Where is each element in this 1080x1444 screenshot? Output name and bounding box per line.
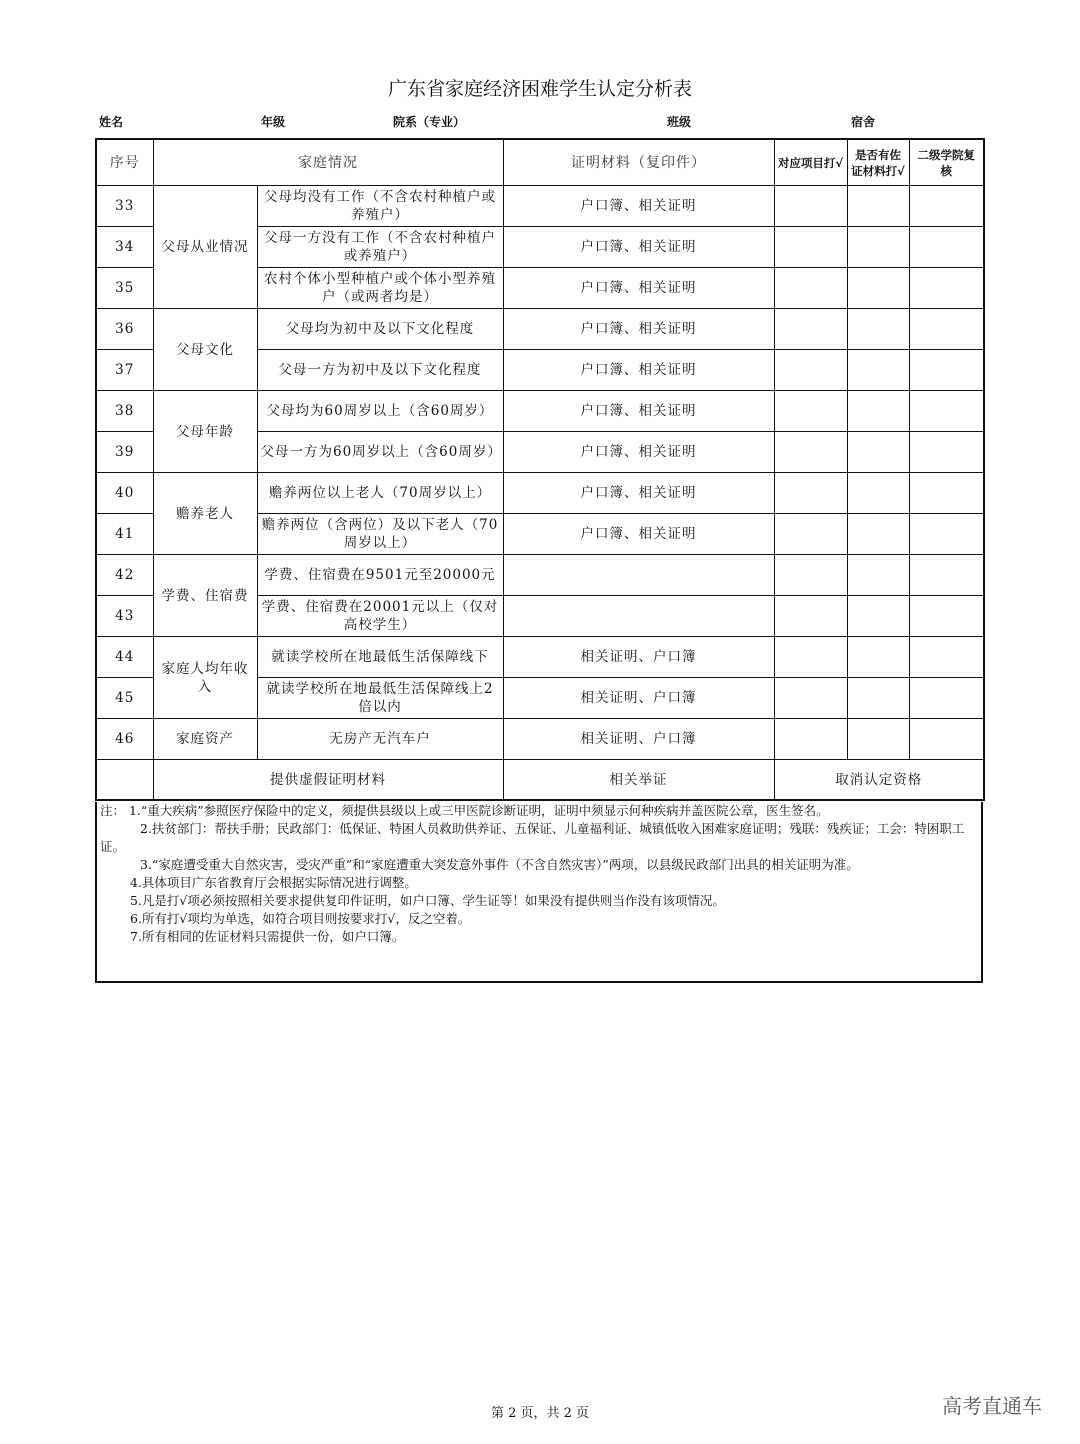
row-number: 39 (96, 432, 153, 473)
situation-item: 无房产无汽车户 (257, 719, 503, 760)
material-cell[interactable] (847, 678, 909, 719)
review-cell[interactable] (909, 678, 984, 719)
proof-material: 户口簿、相关证明 (503, 268, 774, 309)
material-cell[interactable] (847, 350, 909, 391)
proof-material: 户口簿、相关证明 (503, 186, 774, 227)
row-number: 42 (96, 555, 153, 596)
table-row (96, 309, 984, 350)
table-row (96, 719, 984, 760)
header-situation: 家庭情况 (153, 139, 503, 186)
review-cell[interactable] (909, 473, 984, 514)
row-number: 41 (96, 514, 153, 555)
proof-material: 户口簿、相关证明 (503, 309, 774, 350)
name-label: 姓名 (99, 115, 124, 129)
table-row (96, 555, 984, 596)
notes (95, 802, 983, 983)
table-row (96, 186, 984, 227)
proof-material (503, 596, 774, 637)
proof-material: 相关证明、户口簿 (503, 678, 774, 719)
proof-material: 户口簿、相关证明 (503, 473, 774, 514)
header-row (96, 139, 984, 186)
situation-item: 学费、住宿费在9501元至20000元 (257, 555, 503, 596)
table-row (96, 391, 984, 432)
review-cell[interactable] (909, 227, 984, 268)
header-material: 是否有佐证材料打√ (847, 139, 909, 186)
material-cell[interactable] (847, 268, 909, 309)
material-cell[interactable] (847, 514, 909, 555)
check-cell[interactable] (774, 719, 847, 760)
review-cell[interactable] (909, 719, 984, 760)
proof-material: 户口簿、相关证明 (503, 350, 774, 391)
dept-label: 院系（专业） (393, 115, 466, 129)
proof-material: 户口簿、相关证明 (503, 391, 774, 432)
row-number: 33 (96, 186, 153, 227)
row-number: 34 (96, 227, 153, 268)
situation-item: 赡养两位以上老人（70周岁以上） (257, 473, 503, 514)
row-number (96, 760, 153, 801)
proof-material: 相关举证 (503, 760, 774, 801)
note-6: 6.所有打√项均为单选，如符合项目则按要求打√，反之空着。 (130, 911, 471, 926)
category-label: 父母年龄 (153, 391, 257, 473)
situation-item: 父母一方为初中及以下文化程度 (257, 350, 503, 391)
note-4: 4.具体项目广东省教育厅会根据实际情况进行调整。 (130, 875, 417, 890)
category-label: 赡养老人 (153, 473, 257, 555)
check-cell[interactable] (774, 309, 847, 350)
material-cell[interactable] (847, 309, 909, 350)
material-cell[interactable] (847, 637, 909, 678)
result-cell: 取消认定资格 (774, 760, 984, 801)
review-cell[interactable] (909, 637, 984, 678)
check-cell[interactable] (774, 268, 847, 309)
review-cell[interactable] (909, 186, 984, 227)
review-cell[interactable] (909, 555, 984, 596)
page-number: 第 2 页，共 2 页 (490, 1406, 590, 1421)
category-label: 学费、住宿费 (153, 555, 257, 637)
proof-material: 户口簿、相关证明 (503, 432, 774, 473)
check-cell[interactable] (774, 186, 847, 227)
proof-material: 户口簿、相关证明 (503, 514, 774, 555)
situation-item: 提供虚假证明材料 (153, 760, 503, 801)
material-cell[interactable] (847, 391, 909, 432)
review-cell[interactable] (909, 514, 984, 555)
situation-item: 父母一方为60周岁以上（含60周岁） (257, 432, 503, 473)
material-cell[interactable] (847, 186, 909, 227)
situation-item: 父母一方没有工作（不含农村种植户或养殖户） (257, 227, 503, 268)
review-cell[interactable] (909, 350, 984, 391)
proof-material: 相关证明、户口簿 (503, 637, 774, 678)
material-cell[interactable] (847, 555, 909, 596)
situation-item: 赡养两位（含两位）及以下老人（70周岁以上） (257, 514, 503, 555)
analysis-table (95, 138, 985, 801)
row-number: 44 (96, 637, 153, 678)
check-cell[interactable] (774, 637, 847, 678)
situation-item: 学费、住宿费在20001元以上（仅对高校学生） (257, 596, 503, 637)
row-number: 36 (96, 309, 153, 350)
header-proof: 证明材料（复印件） (503, 139, 774, 186)
row-number: 35 (96, 268, 153, 309)
header-review: 二级学院复核 (909, 139, 984, 186)
review-cell[interactable] (909, 596, 984, 637)
false-material-row (96, 760, 984, 801)
row-number: 45 (96, 678, 153, 719)
row-number: 38 (96, 391, 153, 432)
situation-item: 父母均为60周岁以上（含60周岁） (257, 391, 503, 432)
header-no: 序号 (96, 139, 153, 186)
check-cell[interactable] (774, 473, 847, 514)
table-row (96, 637, 984, 678)
material-cell[interactable] (847, 596, 909, 637)
category-label: 父母文化 (153, 309, 257, 391)
note-2: 2.扶贫部门：帮扶手册；民政部门：低保证、特困人员救助供养证、五保证、儿童福利证、城镇低收入困难家庭证明；残联：残疾证；工会：特困职工证。 (100, 821, 965, 854)
proof-material: 相关证明、户口簿 (503, 719, 774, 760)
situation-item: 农村个体小型种植户或个体小型养殖户（或两者均是） (257, 268, 503, 309)
material-cell[interactable] (847, 719, 909, 760)
table-row (96, 473, 984, 514)
check-cell[interactable] (774, 678, 847, 719)
note-3: 3.“家庭遭受重大自然灾害，受灾严重”和“家庭遭重大突发意外事件（不含自然灾害）”两项，以县级民政部门出具的相关证明为准。 (140, 857, 859, 872)
material-cell[interactable] (847, 432, 909, 473)
note-7: 7.所有相同的佐证材料只需提供一份，如户口簿。 (130, 929, 405, 944)
page-title: 广东省家庭经济困难学生认定分析表 (387, 78, 692, 100)
check-cell[interactable] (774, 350, 847, 391)
proof-material (503, 555, 774, 596)
class-label: 班级 (667, 115, 692, 129)
situation-item: 父母均为初中及以下文化程度 (257, 309, 503, 350)
category-label: 家庭资产 (153, 719, 257, 760)
grade-label: 年级 (261, 115, 286, 129)
row-number: 40 (96, 473, 153, 514)
material-cell[interactable] (847, 227, 909, 268)
review-cell[interactable] (909, 391, 984, 432)
row-number: 43 (96, 596, 153, 637)
row-number: 37 (96, 350, 153, 391)
review-cell[interactable] (909, 309, 984, 350)
category-label: 父母从业情况 (153, 186, 257, 309)
category-label: 家庭人均年收入 (153, 637, 257, 719)
header-check: 对应项目打√ (774, 139, 847, 186)
proof-material: 户口簿、相关证明 (503, 227, 774, 268)
note-1: 注： 1.“重大疾病”参照医疗保险中的定义，须提供县级以上或三甲医院诊断证明，证明中须显示何种疾病并盖医院公章，医生签名。 (100, 803, 829, 818)
check-cell[interactable] (774, 391, 847, 432)
situation-item: 就读学校所在地最低生活保障线上2倍以内 (257, 678, 503, 719)
situation-item: 父母均没有工作（不含农村种植户或养殖户） (257, 186, 503, 227)
review-cell[interactable] (909, 268, 984, 309)
situation-item: 就读学校所在地最低生活保障线下 (257, 637, 503, 678)
check-cell[interactable] (774, 596, 847, 637)
note-5: 5.凡是打√项必须按照相关要求提供复印件证明，如户口簿、学生证等！如果没有提供则当作没有该项情况。 (130, 893, 725, 908)
check-cell[interactable] (774, 432, 847, 473)
material-cell[interactable] (847, 473, 909, 514)
watermark: 高考直通车 (942, 1394, 1042, 1418)
check-cell[interactable] (774, 514, 847, 555)
check-cell[interactable] (774, 227, 847, 268)
dorm-label: 宿舍 (851, 115, 876, 129)
check-cell[interactable] (774, 555, 847, 596)
review-cell[interactable] (909, 432, 984, 473)
row-number: 46 (96, 719, 153, 760)
